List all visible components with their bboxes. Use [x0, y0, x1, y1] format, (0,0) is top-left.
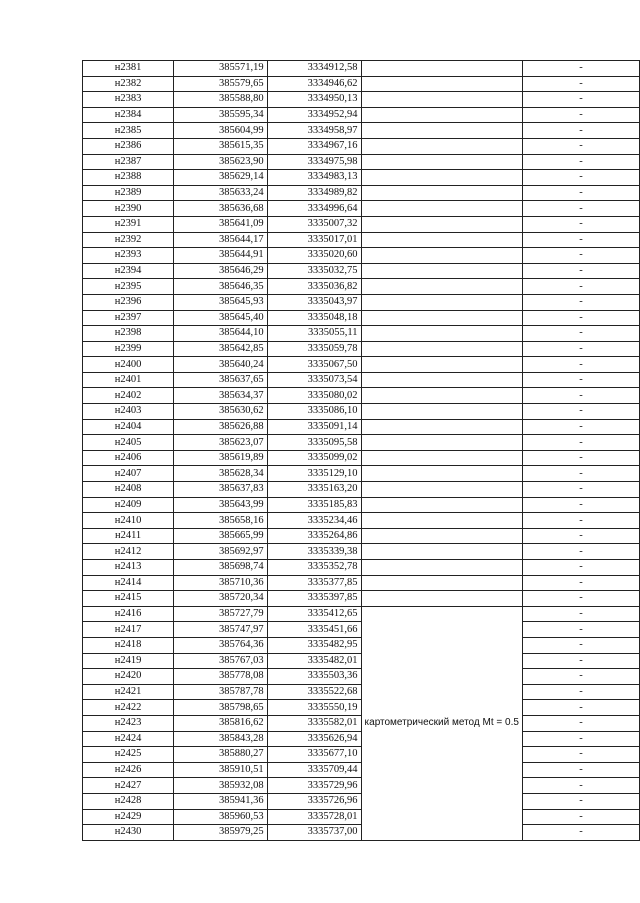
- y-coordinate-cell: 3334975,98: [267, 154, 361, 170]
- point-id-cell: н2381: [83, 61, 174, 77]
- point-id-cell: н2391: [83, 216, 174, 232]
- y-coordinate-cell: 3334952,94: [267, 107, 361, 123]
- accuracy-cell: -: [522, 762, 639, 778]
- table-row: [83, 762, 640, 778]
- accuracy-cell: -: [522, 154, 639, 170]
- point-id-cell: н2387: [83, 154, 174, 170]
- accuracy-cell: -: [522, 778, 639, 794]
- method-cell-empty: [361, 341, 522, 357]
- method-cell-empty: [361, 201, 522, 217]
- x-coordinate-cell: 385644,10: [174, 326, 267, 342]
- method-cell-empty: [361, 404, 522, 420]
- accuracy-cell: -: [522, 419, 639, 435]
- x-coordinate-cell: 385645,93: [174, 294, 267, 310]
- method-cell-empty: [361, 263, 522, 279]
- point-id-cell: н2401: [83, 372, 174, 388]
- point-id-cell: н2393: [83, 248, 174, 264]
- table-row: [83, 248, 640, 264]
- accuracy-cell: -: [522, 372, 639, 388]
- y-coordinate-cell: 3335377,85: [267, 575, 361, 591]
- point-id-cell: н2425: [83, 747, 174, 763]
- table-row: [83, 294, 640, 310]
- x-coordinate-cell: 385710,36: [174, 575, 267, 591]
- method-cell-empty: [361, 560, 522, 576]
- point-id-cell: н2410: [83, 513, 174, 529]
- accuracy-cell: -: [522, 575, 639, 591]
- method-cell-empty: [361, 170, 522, 186]
- point-id-cell: н2419: [83, 653, 174, 669]
- x-coordinate-cell: 385637,83: [174, 482, 267, 498]
- method-cell-empty: [361, 232, 522, 248]
- x-coordinate-cell: 385623,90: [174, 154, 267, 170]
- y-coordinate-cell: 3334996,64: [267, 201, 361, 217]
- y-coordinate-cell: 3335086,10: [267, 404, 361, 420]
- method-cell-empty: [361, 310, 522, 326]
- table-row: [83, 201, 640, 217]
- accuracy-cell: -: [522, 544, 639, 560]
- y-coordinate-cell: 3335626,94: [267, 731, 361, 747]
- x-coordinate-cell: 385629,14: [174, 170, 267, 186]
- accuracy-cell: -: [522, 715, 639, 731]
- y-coordinate-cell: 3335726,96: [267, 793, 361, 809]
- y-coordinate-cell: 3335163,20: [267, 482, 361, 498]
- accuracy-cell: -: [522, 404, 639, 420]
- accuracy-cell: -: [522, 216, 639, 232]
- y-coordinate-cell: 3335451,66: [267, 622, 361, 638]
- table-row: [83, 669, 640, 685]
- accuracy-cell: -: [522, 107, 639, 123]
- accuracy-cell: -: [522, 170, 639, 186]
- accuracy-cell: -: [522, 310, 639, 326]
- table-row: [83, 419, 640, 435]
- x-coordinate-cell: 385816,62: [174, 715, 267, 731]
- accuracy-cell: -: [522, 591, 639, 607]
- accuracy-cell: -: [522, 513, 639, 529]
- y-coordinate-cell: 3334989,82: [267, 185, 361, 201]
- y-coordinate-cell: 3335522,68: [267, 684, 361, 700]
- method-cell-empty: [361, 528, 522, 544]
- table-row: [83, 388, 640, 404]
- table-row: [83, 747, 640, 763]
- table-row: [83, 778, 640, 794]
- method-cell-empty: [361, 76, 522, 92]
- x-coordinate-cell: 385644,91: [174, 248, 267, 264]
- y-coordinate-cell: 3335185,83: [267, 497, 361, 513]
- table-row: [83, 138, 640, 154]
- method-cell-empty: [361, 92, 522, 108]
- y-coordinate-cell: 3335264,86: [267, 528, 361, 544]
- table-row: [83, 497, 640, 513]
- x-coordinate-cell: 385623,07: [174, 435, 267, 451]
- point-id-cell: н2395: [83, 279, 174, 295]
- x-coordinate-cell: 385630,62: [174, 404, 267, 420]
- y-coordinate-cell: 3335728,01: [267, 809, 361, 825]
- y-coordinate-cell: 3334946,62: [267, 76, 361, 92]
- y-coordinate-cell: 3335503,36: [267, 669, 361, 685]
- point-id-cell: н2398: [83, 326, 174, 342]
- y-coordinate-cell: 3335737,00: [267, 825, 361, 841]
- point-id-cell: н2409: [83, 497, 174, 513]
- accuracy-cell: -: [522, 61, 639, 77]
- table-row: [83, 123, 640, 139]
- accuracy-cell: -: [522, 248, 639, 264]
- x-coordinate-cell: 385571,19: [174, 61, 267, 77]
- y-coordinate-cell: 3335067,50: [267, 357, 361, 373]
- method-cell-empty: [361, 419, 522, 435]
- point-id-cell: н2402: [83, 388, 174, 404]
- x-coordinate-cell: 385615,35: [174, 138, 267, 154]
- accuracy-cell: -: [522, 450, 639, 466]
- method-cell-empty: [361, 185, 522, 201]
- method-cell-empty: [361, 326, 522, 342]
- y-coordinate-cell: 3335032,75: [267, 263, 361, 279]
- table-row: [83, 637, 640, 653]
- point-id-cell: н2389: [83, 185, 174, 201]
- x-coordinate-cell: 385644,17: [174, 232, 267, 248]
- accuracy-cell: -: [522, 653, 639, 669]
- table-row: [83, 263, 640, 279]
- point-id-cell: н2400: [83, 357, 174, 373]
- x-coordinate-cell: 385698,74: [174, 560, 267, 576]
- x-coordinate-cell: 385641,09: [174, 216, 267, 232]
- x-coordinate-cell: 385910,51: [174, 762, 267, 778]
- point-id-cell: н2399: [83, 341, 174, 357]
- table-row: [83, 341, 640, 357]
- x-coordinate-cell: 385720,34: [174, 591, 267, 607]
- point-id-cell: н2413: [83, 560, 174, 576]
- x-coordinate-cell: 385595,34: [174, 107, 267, 123]
- y-coordinate-cell: 3335129,10: [267, 466, 361, 482]
- method-cell-empty: [361, 294, 522, 310]
- point-id-cell: н2430: [83, 825, 174, 841]
- table-row: [83, 700, 640, 716]
- accuracy-cell: -: [522, 731, 639, 747]
- x-coordinate-cell: 385604,99: [174, 123, 267, 139]
- point-id-cell: н2386: [83, 138, 174, 154]
- coordinates-table-body: [83, 61, 640, 841]
- x-coordinate-cell: 385642,85: [174, 341, 267, 357]
- y-coordinate-cell: 3335397,85: [267, 591, 361, 607]
- accuracy-cell: -: [522, 466, 639, 482]
- x-coordinate-cell: 385626,88: [174, 419, 267, 435]
- point-id-cell: н2414: [83, 575, 174, 591]
- table-row: [83, 279, 640, 295]
- x-coordinate-cell: 385941,36: [174, 793, 267, 809]
- y-coordinate-cell: 3335048,18: [267, 310, 361, 326]
- accuracy-cell: -: [522, 669, 639, 685]
- method-cell-empty: [361, 372, 522, 388]
- table-row: [83, 310, 640, 326]
- point-id-cell: н2396: [83, 294, 174, 310]
- table-row: [83, 653, 640, 669]
- point-id-cell: н2392: [83, 232, 174, 248]
- table-row: [83, 528, 640, 544]
- y-coordinate-cell: 3335055,11: [267, 326, 361, 342]
- table-row: [83, 466, 640, 482]
- table-row: [83, 326, 640, 342]
- accuracy-cell: -: [522, 294, 639, 310]
- y-coordinate-cell: 3335582,01: [267, 715, 361, 731]
- point-id-cell: н2407: [83, 466, 174, 482]
- x-coordinate-cell: 385619,89: [174, 450, 267, 466]
- table-row: [83, 372, 640, 388]
- point-id-cell: н2412: [83, 544, 174, 560]
- accuracy-cell: -: [522, 435, 639, 451]
- method-cell-empty: [361, 279, 522, 295]
- table-row: [83, 793, 640, 809]
- method-cell-empty: [361, 357, 522, 373]
- x-coordinate-cell: 385634,37: [174, 388, 267, 404]
- point-id-cell: н2429: [83, 809, 174, 825]
- y-coordinate-cell: 3335550,19: [267, 700, 361, 716]
- table-row: [83, 61, 640, 77]
- table-row: [83, 684, 640, 700]
- accuracy-cell: -: [522, 637, 639, 653]
- x-coordinate-cell: 385636,68: [174, 201, 267, 217]
- x-coordinate-cell: 385588,80: [174, 92, 267, 108]
- accuracy-cell: -: [522, 793, 639, 809]
- accuracy-cell: -: [522, 279, 639, 295]
- point-id-cell: н2428: [83, 793, 174, 809]
- table-row: [83, 170, 640, 186]
- table-row: [83, 435, 640, 451]
- x-coordinate-cell: 385643,99: [174, 497, 267, 513]
- table-row: [83, 591, 640, 607]
- table-row: [83, 809, 640, 825]
- table-row: [83, 825, 640, 841]
- x-coordinate-cell: 385960,53: [174, 809, 267, 825]
- y-coordinate-cell: 3335099,02: [267, 450, 361, 466]
- accuracy-cell: -: [522, 263, 639, 279]
- table-row: [83, 450, 640, 466]
- x-coordinate-cell: 385633,24: [174, 185, 267, 201]
- table-row: [83, 482, 640, 498]
- table-row: [83, 107, 640, 123]
- point-id-cell: н2385: [83, 123, 174, 139]
- point-id-cell: н2397: [83, 310, 174, 326]
- x-coordinate-cell: 385692,97: [174, 544, 267, 560]
- table-row: [83, 622, 640, 638]
- accuracy-cell: -: [522, 92, 639, 108]
- y-coordinate-cell: 3335095,58: [267, 435, 361, 451]
- point-id-cell: н2390: [83, 201, 174, 217]
- accuracy-cell: -: [522, 528, 639, 544]
- point-id-cell: н2388: [83, 170, 174, 186]
- y-coordinate-cell: 3335677,10: [267, 747, 361, 763]
- accuracy-cell: -: [522, 185, 639, 201]
- table-row: [83, 154, 640, 170]
- method-cell-empty: [361, 107, 522, 123]
- method-cell-empty: [361, 123, 522, 139]
- y-coordinate-cell: 3335036,82: [267, 279, 361, 295]
- accuracy-cell: -: [522, 606, 639, 622]
- point-id-cell: н2403: [83, 404, 174, 420]
- point-id-cell: н2384: [83, 107, 174, 123]
- x-coordinate-cell: 385579,65: [174, 76, 267, 92]
- accuracy-cell: -: [522, 700, 639, 716]
- table-row: [83, 575, 640, 591]
- accuracy-cell: -: [522, 341, 639, 357]
- accuracy-cell: -: [522, 809, 639, 825]
- accuracy-cell: -: [522, 560, 639, 576]
- x-coordinate-cell: 385767,03: [174, 653, 267, 669]
- method-cell-empty: [361, 575, 522, 591]
- x-coordinate-cell: 385932,08: [174, 778, 267, 794]
- accuracy-cell: -: [522, 482, 639, 498]
- point-id-cell: н2394: [83, 263, 174, 279]
- method-cell-empty: [361, 216, 522, 232]
- accuracy-cell: -: [522, 76, 639, 92]
- point-id-cell: н2382: [83, 76, 174, 92]
- accuracy-cell: -: [522, 825, 639, 841]
- point-id-cell: н2427: [83, 778, 174, 794]
- x-coordinate-cell: 385843,28: [174, 731, 267, 747]
- y-coordinate-cell: 3335017,01: [267, 232, 361, 248]
- method-cell-empty: [361, 466, 522, 482]
- y-coordinate-cell: 3335073,54: [267, 372, 361, 388]
- y-coordinate-cell: 3335482,01: [267, 653, 361, 669]
- y-coordinate-cell: 3335007,32: [267, 216, 361, 232]
- x-coordinate-cell: 385979,25: [174, 825, 267, 841]
- point-id-cell: н2416: [83, 606, 174, 622]
- method-cell-empty: [361, 513, 522, 529]
- method-cell-empty: [361, 138, 522, 154]
- x-coordinate-cell: 385646,35: [174, 279, 267, 295]
- table-row: [83, 606, 640, 622]
- point-id-cell: н2415: [83, 591, 174, 607]
- x-coordinate-cell: 385747,97: [174, 622, 267, 638]
- table-row: [83, 185, 640, 201]
- y-coordinate-cell: 3334958,97: [267, 123, 361, 139]
- x-coordinate-cell: 385628,34: [174, 466, 267, 482]
- point-id-cell: н2406: [83, 450, 174, 466]
- method-cell-empty: [361, 248, 522, 264]
- y-coordinate-cell: 3334950,13: [267, 92, 361, 108]
- method-cell-empty: [361, 388, 522, 404]
- y-coordinate-cell: 3334912,58: [267, 61, 361, 77]
- x-coordinate-cell: 385646,29: [174, 263, 267, 279]
- accuracy-cell: -: [522, 123, 639, 139]
- y-coordinate-cell: 3335339,38: [267, 544, 361, 560]
- point-id-cell: н2422: [83, 700, 174, 716]
- point-id-cell: н2411: [83, 528, 174, 544]
- point-id-cell: н2424: [83, 731, 174, 747]
- x-coordinate-cell: 385778,08: [174, 669, 267, 685]
- method-cell-empty: [361, 61, 522, 77]
- x-coordinate-cell: 385764,36: [174, 637, 267, 653]
- table-row: [83, 216, 640, 232]
- x-coordinate-cell: 385787,78: [174, 684, 267, 700]
- point-id-cell: н2421: [83, 684, 174, 700]
- table-row: [83, 232, 640, 248]
- accuracy-cell: -: [522, 138, 639, 154]
- accuracy-cell: -: [522, 388, 639, 404]
- point-id-cell: н2420: [83, 669, 174, 685]
- point-id-cell: н2405: [83, 435, 174, 451]
- accuracy-cell: -: [522, 684, 639, 700]
- accuracy-cell: -: [522, 232, 639, 248]
- method-cell-empty: [361, 154, 522, 170]
- y-coordinate-cell: 3335080,02: [267, 388, 361, 404]
- method-cell-empty: [361, 591, 522, 607]
- table-row: [83, 92, 640, 108]
- method-cell-empty: [361, 544, 522, 560]
- point-id-cell: н2408: [83, 482, 174, 498]
- table-row: [83, 715, 640, 731]
- method-note-cell: картометрический метод Mt = 0.5: [361, 606, 522, 840]
- y-coordinate-cell: 3335709,44: [267, 762, 361, 778]
- accuracy-cell: -: [522, 357, 639, 373]
- y-coordinate-cell: 3335091,14: [267, 419, 361, 435]
- point-id-cell: н2383: [83, 92, 174, 108]
- coordinates-table: [82, 60, 640, 841]
- y-coordinate-cell: 3334983,13: [267, 170, 361, 186]
- y-coordinate-cell: 3335059,78: [267, 341, 361, 357]
- y-coordinate-cell: 3335412,65: [267, 606, 361, 622]
- x-coordinate-cell: 385665,99: [174, 528, 267, 544]
- accuracy-cell: -: [522, 747, 639, 763]
- method-cell-empty: [361, 450, 522, 466]
- table-row: [83, 76, 640, 92]
- y-coordinate-cell: 3335482,95: [267, 637, 361, 653]
- table-row: [83, 560, 640, 576]
- y-coordinate-cell: 3335352,78: [267, 560, 361, 576]
- point-id-cell: н2423: [83, 715, 174, 731]
- method-cell-empty: [361, 497, 522, 513]
- x-coordinate-cell: 385880,27: [174, 747, 267, 763]
- point-id-cell: н2418: [83, 637, 174, 653]
- accuracy-cell: -: [522, 622, 639, 638]
- table-row: [83, 731, 640, 747]
- method-cell-empty: [361, 482, 522, 498]
- point-id-cell: н2426: [83, 762, 174, 778]
- method-cell-empty: [361, 435, 522, 451]
- y-coordinate-cell: 3334967,16: [267, 138, 361, 154]
- table-row: [83, 544, 640, 560]
- x-coordinate-cell: 385727,79: [174, 606, 267, 622]
- x-coordinate-cell: 385637,65: [174, 372, 267, 388]
- x-coordinate-cell: 385798,65: [174, 700, 267, 716]
- y-coordinate-cell: 3335020,60: [267, 248, 361, 264]
- accuracy-cell: -: [522, 326, 639, 342]
- y-coordinate-cell: 3335729,96: [267, 778, 361, 794]
- y-coordinate-cell: 3335234,46: [267, 513, 361, 529]
- point-id-cell: н2404: [83, 419, 174, 435]
- accuracy-cell: -: [522, 497, 639, 513]
- y-coordinate-cell: 3335043,97: [267, 294, 361, 310]
- x-coordinate-cell: 385645,40: [174, 310, 267, 326]
- table-row: [83, 513, 640, 529]
- accuracy-cell: -: [522, 201, 639, 217]
- table-row: [83, 404, 640, 420]
- table-row: [83, 357, 640, 373]
- point-id-cell: н2417: [83, 622, 174, 638]
- x-coordinate-cell: 385640,24: [174, 357, 267, 373]
- x-coordinate-cell: 385658,16: [174, 513, 267, 529]
